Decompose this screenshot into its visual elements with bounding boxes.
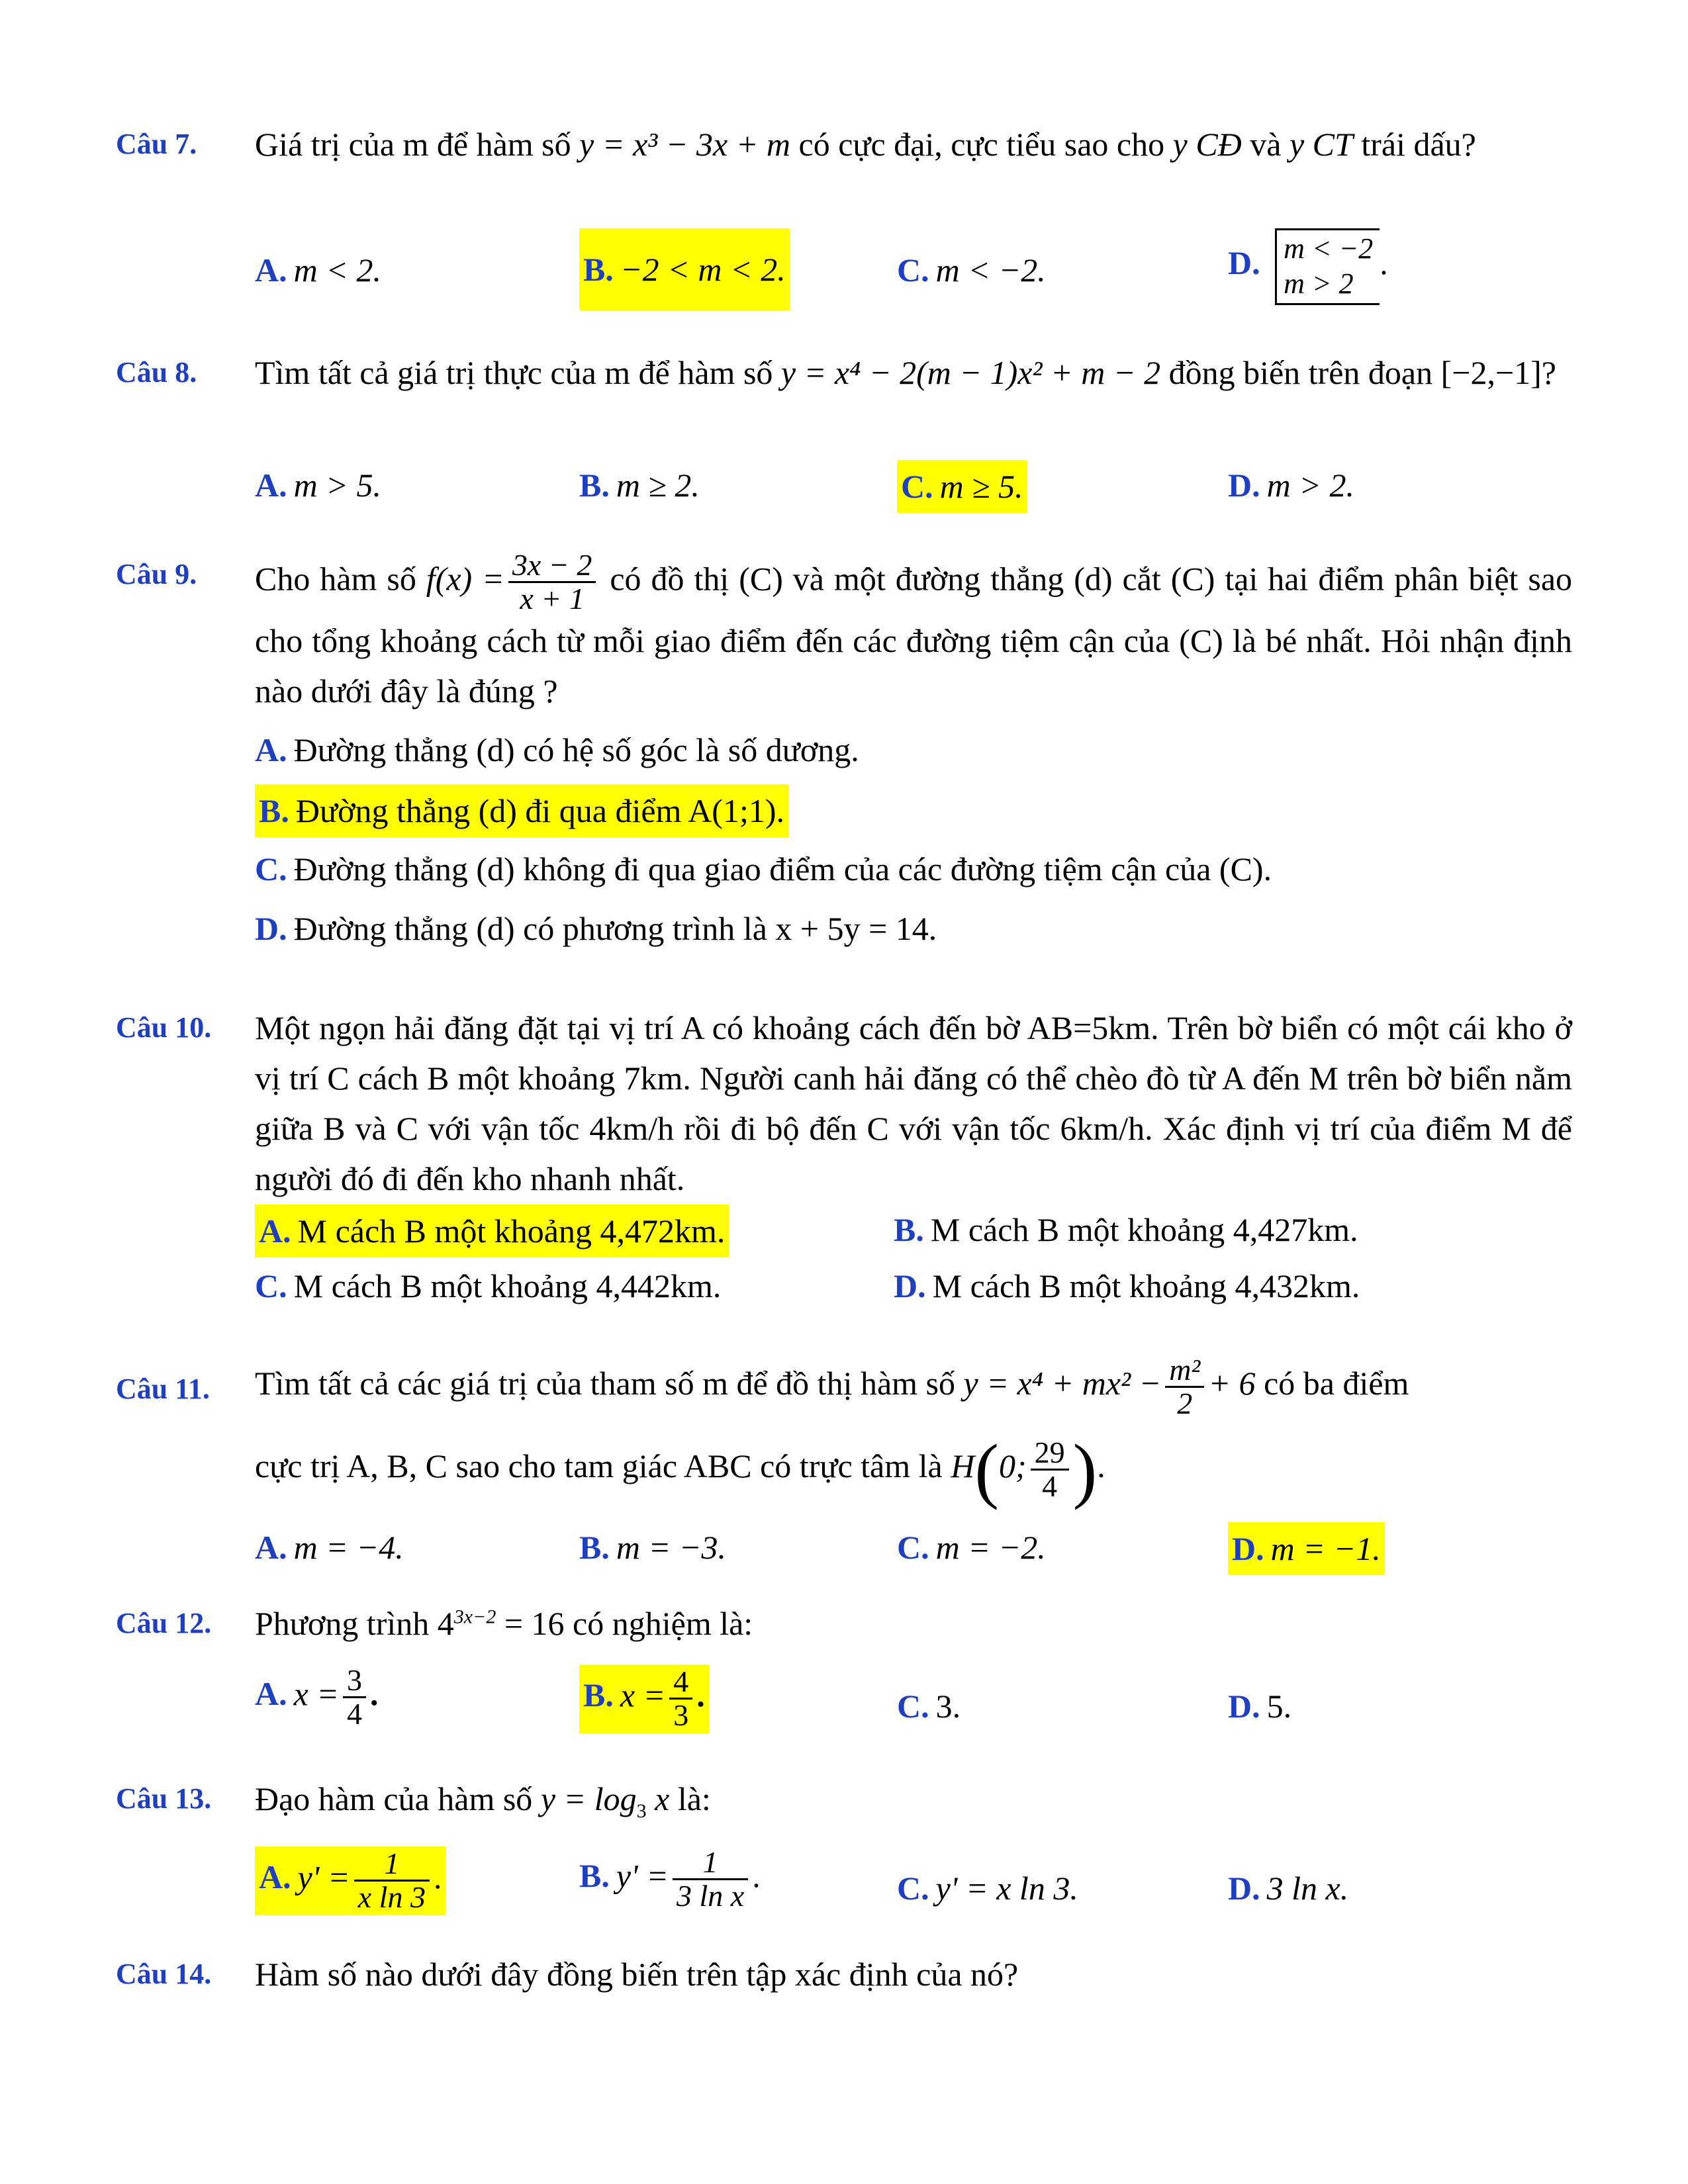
option-c[interactable]: C. m < −2. [897, 251, 1046, 289]
option-b[interactable]: B. M cách B một khoảng 4,427km. [894, 1211, 1358, 1248]
option-d[interactable]: D. m > 2. [1228, 467, 1354, 504]
question-number: Câu 12. [116, 1607, 212, 1639]
question-number: Câu 8. [116, 356, 197, 388]
question-number: Câu 14. [116, 1958, 212, 1990]
option-c[interactable]: C. M cách B một khoảng 4,442km. [255, 1267, 722, 1304]
question-stem: Một ngọn hải đăng đặt tại vị trí A có khoảng cách đến bờ AB=5km. Trên bờ biển có một cái kho ở vị trí C cách B một khoảng 7km. Người canh hải đăng có thể chèo đò từ A đến M trên bờ biển nằm giữa B và C với vận tốc 4km/h rồi đi bộ đến C với vận tốc 6km/h. Xác định vị trí của điểm M để người đó đi đến kho nhanh nhất. [255, 1009, 1572, 1197]
option-c[interactable]: C. Đường thẳng (d) không đi qua giao điểm của các đường tiệm cận của (C). [255, 850, 1272, 887]
option-d[interactable]: D. m < −2 m > 2 . [1228, 228, 1388, 305]
option-d[interactable]: D. 5. [1228, 1688, 1292, 1725]
fraction: $\frac{3x - 2}{x + 1}$ [508, 549, 596, 615]
option-d[interactable]: D. Đường thẳng (d) có phương trình là x + 5y = 14. [255, 910, 937, 947]
question-stem: Tìm tất cả các giá trị của tham số m để đồ thị hàm số y = x⁴ + mx² − $\frac{\text{m²}}{2}$ + 6 có ba điểm [255, 1352, 1409, 1421]
option-a[interactable]: A. m > 5. [255, 467, 381, 504]
option-a[interactable]: A. Đường thẳng (d) có hệ số góc là số dương. [255, 731, 859, 768]
fraction: $\frac{4}{3}$ [669, 1666, 692, 1732]
option-a[interactable]: A. x = $\frac{3}{4}$ . [255, 1663, 379, 1731]
option-b[interactable]: B. m ≥ 2. [579, 467, 700, 504]
question-stem: Giá trị của m để hàm số y = x³ − 3x + m có cực đại, cực tiểu sao cho y CĐ và y CT trái dấu? [255, 126, 1476, 163]
question-number: Câu 11. [116, 1373, 210, 1405]
option-c[interactable]: C. y' = x ln 3. [897, 1870, 1078, 1907]
option-a[interactable]: A. m < 2. [255, 251, 381, 289]
math-expression: y = x⁴ − 2(m − 1)x² + m − 2 [780, 354, 1161, 391]
option-b[interactable]: B. m = −3. [579, 1529, 726, 1566]
option-c[interactable]: C. 3. [897, 1688, 961, 1725]
fraction: $\frac{29}{4}$ [1031, 1437, 1069, 1503]
fraction: $\frac{1}{\text{x ln 3}}$ [354, 1848, 430, 1914]
question-number: Câu 13. [116, 1782, 212, 1815]
question-stem: Cho hàm số f(x) = $\frac{3x - 2}{x + 1}$ có đồ thị (C) và một đường thẳng (d) cắt (C) tại hai điểm phân biệt sao cho tổng khoảng cách từ mỗi giao điểm đến các đường tiệm cận của (C) là bé nhất. Hỏi nhận định nào dưới đây là đúng ? [255, 548, 1573, 709]
option-b[interactable]: B. x = $\frac{4}{3}$ . [579, 1664, 709, 1733]
question-stem: Hàm số nào dưới đây đồng biến trên tập xác định của nó? [255, 1956, 1019, 1993]
option-a[interactable]: A. M cách B một khoảng 4,472km. [255, 1205, 729, 1257]
question-stem-line-2: cực trị A, B, C sao cho tam giác ABC có trực tâm là H(0; $\frac{29}{4}$ ). [255, 1429, 1105, 1510]
math-expression: y = x³ − 3x + m [579, 126, 791, 163]
option-d[interactable]: D. m = −1. [1228, 1522, 1385, 1575]
question-number: Câu 7. [116, 128, 197, 160]
option-a[interactable]: A. m = −4. [255, 1529, 404, 1566]
option-c[interactable]: C. m = −2. [897, 1529, 1046, 1566]
question-stem: Phương trình $4^{3x-2} = 16$ có nghiệm là: [255, 1605, 753, 1642]
option-a[interactable]: A. y' = $\frac{1}{\text{x ln 3}}$ . [255, 1846, 445, 1915]
option-b[interactable]: B. y' = $\frac{1}{\text{3 ln x}}$ . [579, 1845, 761, 1913]
option-d[interactable]: D. 3 ln x. [1228, 1870, 1349, 1907]
option-c[interactable]: C. m ≥ 5. [897, 460, 1027, 513]
question-number: Câu 10. [116, 1011, 212, 1044]
fraction: $\frac{3}{4}$ [343, 1664, 366, 1731]
fraction: $\frac{1}{\text{3 ln x}}$ [673, 1846, 748, 1913]
option-b[interactable]: B. Đường thẳng (d) đi qua điểm A(1;1). [255, 784, 788, 837]
option-d[interactable]: D. M cách B một khoảng 4,432km. [894, 1267, 1360, 1304]
question-stem: Đạo hàm của hàm số $y = \log_3 x$ là: [255, 1780, 711, 1822]
question-number: Câu 9. [116, 558, 197, 590]
option-b[interactable]: B. −2 < m < 2. [579, 228, 790, 310]
bracket-system: m < −2 m > 2 [1275, 228, 1380, 305]
question-stem: Tìm tất cả giá trị thực của m để hàm số y = x⁴ − 2(m − 1)x² + m − 2 đồng biến trên đoạn [−2,−1]? [255, 354, 1556, 391]
fraction: $\frac{\text{m²}}{2}$ [1165, 1354, 1204, 1420]
